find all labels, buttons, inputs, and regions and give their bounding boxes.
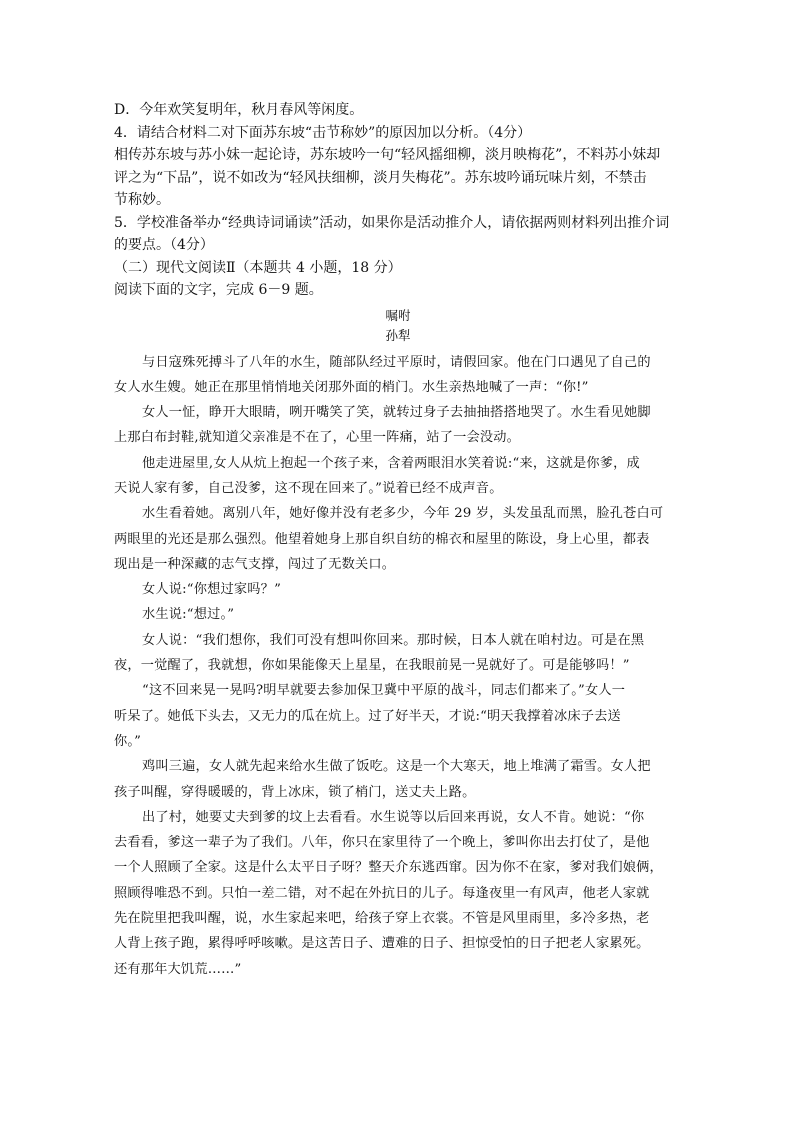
story-line: 女人一怔，睁开大眼睛，咧开嘴笑了笑，就转过身子去抽抽搭搭地哭了。水生看见她脚 [142, 405, 651, 421]
story-line: 他走进屋里,女人从炕上抱起一个孩子来，含着两眼泪水笑着说:“来，这就是你爹，成 [142, 455, 640, 471]
story-line: 上那白布封鞋,就知道父亲准是不在了，心里一阵痛，站了一会没动。 [114, 430, 521, 446]
story-author: 孙犁 [385, 327, 411, 343]
story-line: 去看看，爹这一辈子为了我们。八年，你只在家里待了一个晚上，爹叫你出去打仗了，是他 [114, 835, 650, 851]
question-line: 的要点。（4分） [114, 237, 214, 253]
story-line: 女人说:“你想过家吗？” [142, 582, 282, 598]
question-line: 4．请结合材料二对下面苏东坡“击节称妙”的原因加以分析。（4分） [114, 124, 532, 141]
story-line: 你。” [114, 733, 142, 749]
story-line: 与日寇殊死搏斗了八年的水生，随部队经过平原时，请假回家。他在门口遇见了自己的 [142, 354, 651, 370]
story-line: 现出是一种深藏的志气支撑，闯过了无数关口。 [114, 556, 396, 572]
story-line: 一个人照顾了全家。这是什么太平日子呀？整天介东逃西窜。因为你不在家，爹对我们娘俩， [114, 860, 663, 876]
question-line: 5．学校准备举办“经典诗词诵读”活动，如果你是活动推介人，请依据两则材料列出推介词 [114, 214, 670, 231]
question-line: 阅读下面的文字，完成 6－9 题。 [114, 282, 323, 298]
story-line: 水生说:“想过。” [142, 607, 235, 623]
story-line: 孩子叫醒，穿得暖暖的，背上冰床，锁了梢门，送丈夫上路。 [114, 784, 476, 800]
story-line: 听呆了。她低下头去，又无力的瓜在炕上。过了好半天，才说:“明天我撑着冰床子去送 [114, 708, 621, 724]
question-line: 节称妙。 [114, 192, 170, 208]
story-line: 水生看着她。离别八年，她好像并没有老多少，今年 29 岁，头发虽乱而黑，脸孔苍白可 [142, 506, 664, 522]
story-line: 女人水生嫂。她正在那里悄悄地关闭那外面的梢门。水生亲热地喊了一声：“你!” [114, 379, 589, 395]
story-line: 还有那年大饥荒……” [114, 961, 242, 977]
story-line: 出了村，她要丈夫到爹的坟上去看看。水生说等以后回来再说，女人不肯。她说：“你 [142, 809, 645, 825]
story-line: 人背上孩子跑，累得呼呼咳嗽。是这苦日子、遭难的日子、担惊受怕的日子把老人家累死。 [114, 936, 650, 952]
question-line: D．今年欢笑复明年，秋月春风等闲度。 [114, 102, 364, 118]
story-line: “这不回来晃一晃吗?明早就要去参加保卫冀中平原的战斗，同志们都来了。”女人一 [142, 683, 626, 699]
question-line: （二）现代文阅读Ⅱ（本题共 4 小题，18 分） [114, 259, 402, 276]
story-line: 女人说：“我们想你，我们可没有想叫你回来。那时候，日本人就在咱村边。可是在黑 [142, 632, 645, 648]
questions-section [114, 99, 682, 302]
story-line: 照顾得唯恐不到。只怕一差二错，对不起在外抗日的儿子。每逢夜里一有风声，他老人家就 [114, 885, 650, 901]
story-line: 夜，一觉醒了，我就想，你如果能像天上星星，在我眼前晃一晃就好了。可是能够吗！” [114, 658, 630, 674]
story-line: 鸡叫三遍，女人就先起来给水生做了饭吃。这是一个大寒天，地上堆满了霜雪。女人把 [142, 759, 651, 775]
story-title: 嘱咐 [385, 307, 411, 323]
story-line: 两眼里的光还是那么强烈。他望着她身上那自织自纺的棉衣和屋里的陈设，身上心里，都表 [114, 531, 650, 547]
story-line: 先在院里把我叫醒，说，水生家起来吧，给孩子穿上衣裳。不管是风里雨里，多冷多热，老 [114, 911, 650, 927]
story-line: 天说人家有爹，自己没爹，这不现在回来了。”说着已经不成声音。 [114, 480, 503, 496]
question-line: 评之为“下品”，说不如改为“轻风扶细柳，淡月失梅花”。苏东坡吟诵玩味片刻，不禁击 [114, 169, 647, 186]
page-content [114, 99, 682, 982]
story-body [114, 350, 682, 982]
question-line: 相传苏东坡与苏小妹一起论诗，苏东坡吟一句“轻风摇细柳，淡月映梅花”，不料苏小妹却 [114, 147, 661, 163]
